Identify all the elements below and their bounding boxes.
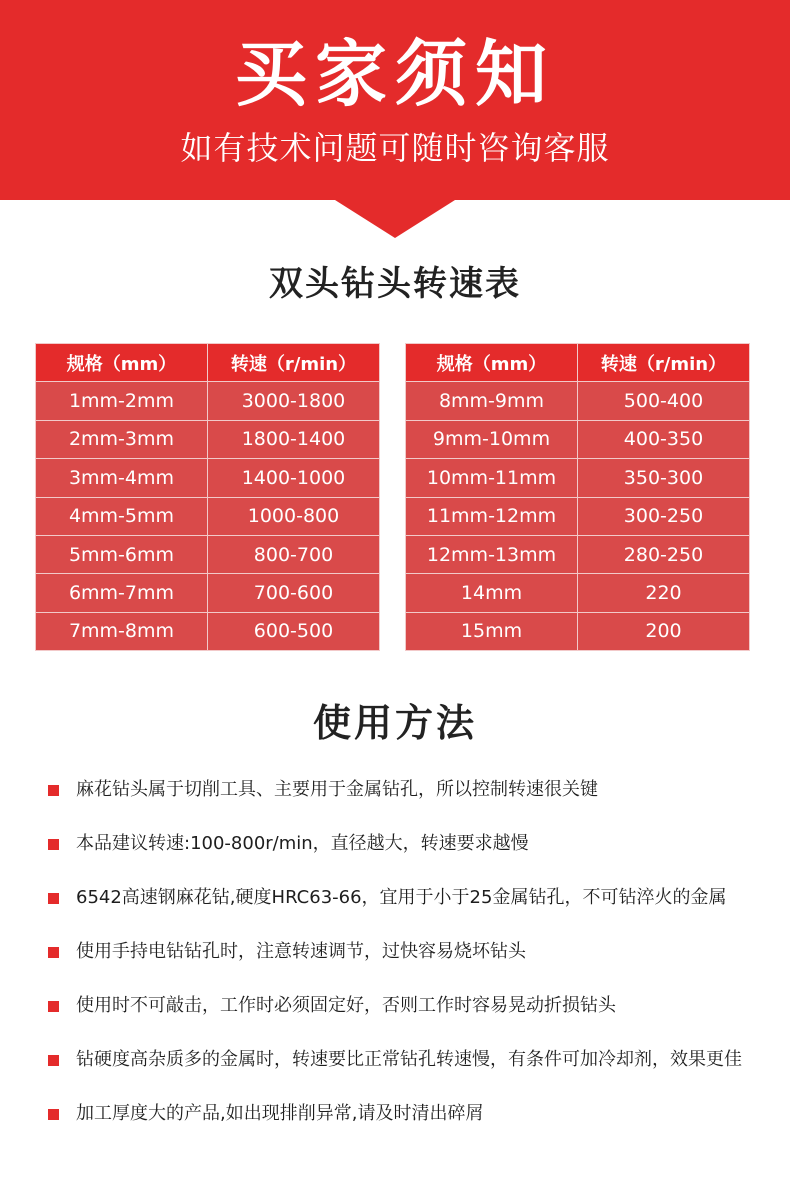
spec-cell: 11mm-12mm xyxy=(406,497,578,535)
speed-cell: 350-300 xyxy=(578,459,750,497)
speed-cell: 800-700 xyxy=(208,535,380,573)
spec-cell: 5mm-6mm xyxy=(36,535,208,573)
speed-table-title: 双头钻头转速表 xyxy=(269,264,521,304)
header-spec: 规格（mm） xyxy=(36,344,208,382)
list-item xyxy=(48,884,758,912)
table-row xyxy=(36,497,380,535)
spec-cell: 2mm-3mm xyxy=(36,420,208,458)
spec-cell: 3mm-4mm xyxy=(36,459,208,497)
table-header-row xyxy=(406,344,750,382)
speed-table-left xyxy=(35,343,380,651)
list-item xyxy=(48,776,758,804)
speed-cell: 300-250 xyxy=(578,497,750,535)
list-item-text: 钻硬度高杂质多的金属时，转速要比正常钻孔转速慢，有条件可加冷却剂，效果更佳 xyxy=(76,1049,742,1070)
speed-table-right xyxy=(405,343,750,651)
spec-cell: 14mm xyxy=(406,574,578,612)
banner-title: 买家须知 xyxy=(234,32,555,116)
table-row xyxy=(36,574,380,612)
speed-cell: 500-400 xyxy=(578,382,750,420)
speed-cell: 700-600 xyxy=(208,574,380,612)
speed-cell: 200 xyxy=(578,612,750,650)
header-speed: 转速（r/min） xyxy=(578,344,750,382)
table-row xyxy=(36,382,380,420)
speed-cell: 1800-1400 xyxy=(208,420,380,458)
speed-cell: 220 xyxy=(578,574,750,612)
speed-cell: 3000-1800 xyxy=(208,382,380,420)
table-row xyxy=(406,420,750,458)
bullet-icon xyxy=(48,1001,59,1012)
header-speed: 转速（r/min） xyxy=(208,344,380,382)
speed-cell: 600-500 xyxy=(208,612,380,650)
bullet-icon xyxy=(48,947,59,958)
table-row xyxy=(36,612,380,650)
list-item-text: 使用手持电钻钻孔时，注意转速调节，过快容易烧坏钻头 xyxy=(76,941,526,962)
table-row xyxy=(36,459,380,497)
list-item-text: 6542高速钢麻花钻,硬度HRC63-66，宜用于小于25金属钻孔，不可钻淬火的金属 xyxy=(76,887,727,908)
bullet-icon xyxy=(48,1055,59,1066)
table-row xyxy=(406,574,750,612)
speed-cell: 400-350 xyxy=(578,420,750,458)
spec-cell: 6mm-7mm xyxy=(36,574,208,612)
header-spec: 规格（mm） xyxy=(406,344,578,382)
list-item xyxy=(48,1046,758,1074)
header-banner xyxy=(0,0,790,238)
usage-title: 使用方法 xyxy=(312,701,477,745)
table-row xyxy=(406,497,750,535)
spec-cell: 8mm-9mm xyxy=(406,382,578,420)
spec-cell: 7mm-8mm xyxy=(36,612,208,650)
spec-cell: 9mm-10mm xyxy=(406,420,578,458)
table-row xyxy=(406,382,750,420)
bullet-icon xyxy=(48,1109,59,1120)
list-item xyxy=(48,830,758,858)
bullet-icon xyxy=(48,785,59,796)
table-row xyxy=(406,612,750,650)
table-row xyxy=(406,535,750,573)
list-item-text: 加工厚度大的产品,如出现排削异常,请及时清出碎屑 xyxy=(76,1103,484,1124)
list-item-text: 本品建议转速:100-800r/min，直径越大，转速要求越慢 xyxy=(76,833,529,854)
table-header-row xyxy=(36,344,380,382)
speed-cell: 1000-800 xyxy=(208,497,380,535)
list-item xyxy=(48,992,758,1020)
spec-cell: 1mm-2mm xyxy=(36,382,208,420)
list-item-text: 麻花钻头属于切削工具、主要用于金属钻孔，所以控制转速很关键 xyxy=(76,779,598,800)
spec-cell: 12mm-13mm xyxy=(406,535,578,573)
list-item xyxy=(48,938,758,966)
spec-cell: 4mm-5mm xyxy=(36,497,208,535)
speed-cell: 1400-1000 xyxy=(208,459,380,497)
spec-cell: 15mm xyxy=(406,612,578,650)
list-item xyxy=(48,1100,758,1128)
usage-list xyxy=(48,776,758,1128)
banner-subtitle: 如有技术问题可随时咨询客服 xyxy=(180,129,610,167)
table-row xyxy=(36,420,380,458)
table-row xyxy=(36,535,380,573)
list-item-text: 使用时不可敲击，工作时必须固定好，否则工作时容易晃动折损钻头 xyxy=(76,995,616,1016)
bullet-icon xyxy=(48,893,59,904)
speed-cell: 280-250 xyxy=(578,535,750,573)
bullet-icon xyxy=(48,839,59,850)
spec-cell: 10mm-11mm xyxy=(406,459,578,497)
table-row xyxy=(406,459,750,497)
